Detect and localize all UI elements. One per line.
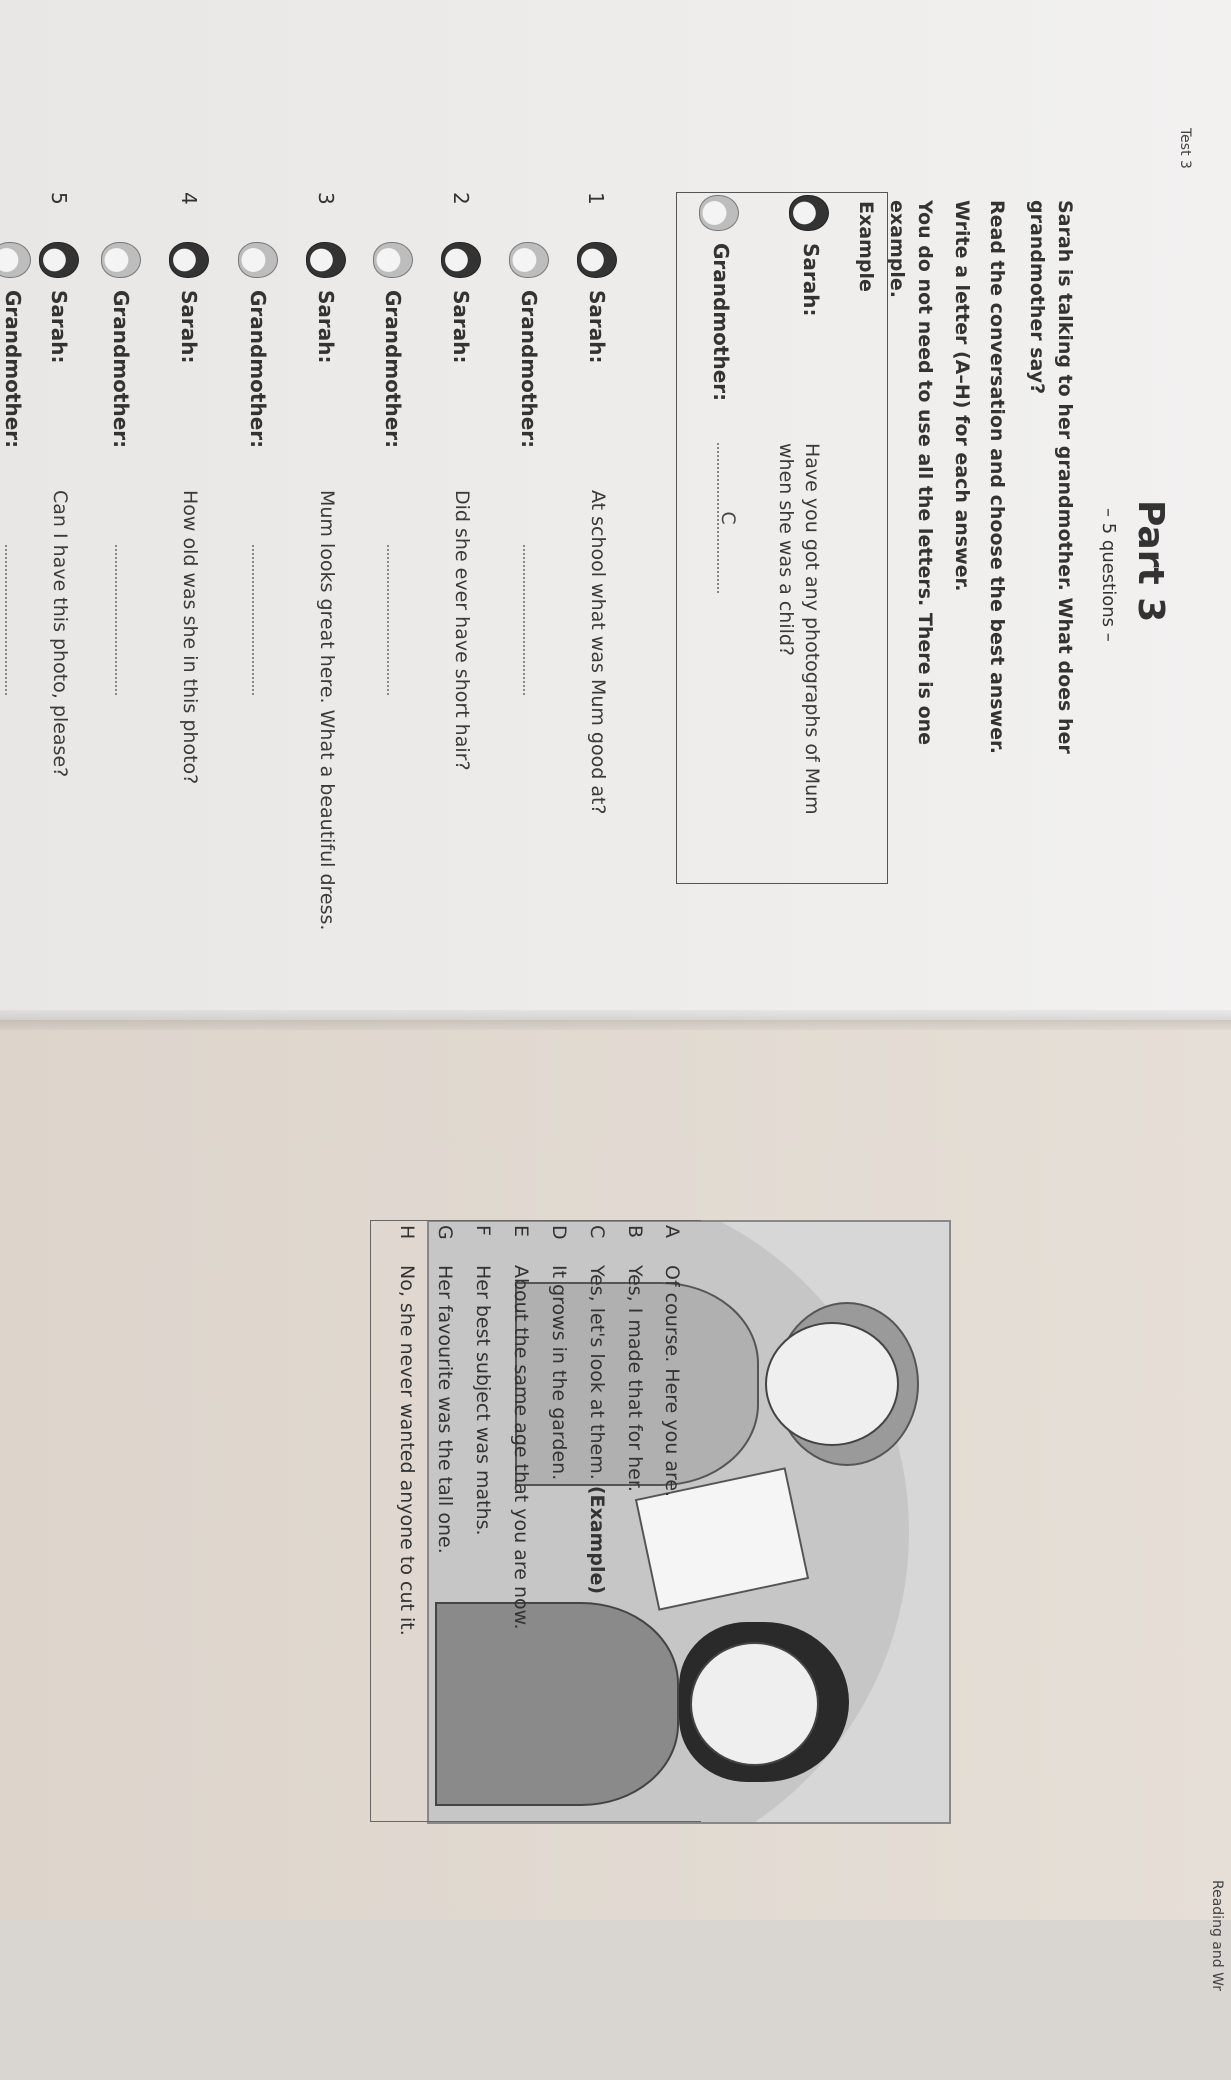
question-number: 3 [314, 192, 338, 205]
page-fold [0, 1010, 1231, 1030]
sarah-line: How old was she in this photo? [179, 490, 201, 785]
instruction-read: Read the conversation and choose the best answer. [986, 200, 1008, 754]
sarah-line: Mum looks great here. What a beautiful dress. [316, 490, 338, 931]
gran-speaker: Grandmother: [517, 290, 541, 449]
question-number: 1 [584, 192, 608, 205]
option-a: AOf course. Here you are. [661, 1225, 683, 1498]
option-b: BYes, I made that for her. [624, 1225, 646, 1492]
option-g: GHer favourite was the tall one. [434, 1225, 456, 1554]
running-header-section: Reading and Wr [1209, 1880, 1225, 1992]
sarah-avatar-icon [577, 242, 617, 278]
sarah-speaker: Sarah: [585, 290, 609, 364]
gran-speaker: Grandmother: [381, 290, 405, 449]
sarah-avatar-icon [39, 242, 79, 278]
option-f: FHer best subject was maths. [472, 1225, 494, 1536]
gran-speaker: Grandmother: [1, 290, 25, 449]
example-sarah-speaker: Sarah: [799, 243, 823, 317]
sarah-speaker: Sarah: [449, 290, 473, 364]
instruction-write: Write a letter (A–H) for each answer. [951, 200, 973, 592]
grandmother-avatar-icon [238, 242, 278, 278]
answer-blank[interactable] [115, 545, 137, 695]
example-box [676, 192, 888, 884]
sarah-avatar-icon [306, 242, 346, 278]
grandmother-avatar-icon [373, 242, 413, 278]
sarah-speaker: Sarah: [177, 290, 201, 364]
sarah-avatar-icon [441, 242, 481, 278]
example-label: Example [855, 201, 877, 292]
question-number: 2 [449, 192, 473, 205]
gran-speaker: Grandmother: [109, 290, 133, 449]
answer-blank[interactable] [523, 545, 545, 695]
question-number: 4 [177, 192, 201, 205]
option-e: EAbout the same age that you are now. [510, 1225, 532, 1630]
grandmother-avatar-icon [509, 242, 549, 278]
answer-blank[interactable] [5, 545, 27, 695]
answer-options-box [370, 1220, 701, 1822]
sarah-line: Can I have this photo, please? [49, 490, 71, 778]
example-tag: (Example) [586, 1485, 608, 1595]
option-h: HNo, she never wanted anyone to cut it. [396, 1225, 418, 1636]
grandmother-avatar-icon [101, 242, 141, 278]
answer-blank[interactable] [387, 545, 409, 695]
part-title: Part 3 [1130, 500, 1171, 623]
example-answer: C [717, 443, 739, 593]
option-c: CYes, let's look at them. (Example) [586, 1225, 608, 1595]
part-subtitle: – 5 questions – [1098, 508, 1119, 642]
option-d: DIt grows in the garden. [548, 1225, 570, 1481]
sarah-line: At school what was Mum good at? [587, 490, 609, 815]
gran-speaker: Grandmother: [246, 290, 270, 449]
sarah-speaker: Sarah: [47, 290, 71, 364]
sarah-avatar-icon [789, 195, 829, 231]
sarah-speaker: Sarah: [314, 290, 338, 364]
example-sarah-line: Have you got any photographs of Mum when she was a child? [775, 443, 823, 815]
sarah-line: Did she ever have short hair? [451, 490, 473, 771]
example-gran-speaker: Grandmother: [709, 243, 733, 402]
running-header-test: Test 3 [1177, 128, 1193, 169]
answer-blank[interactable] [252, 545, 274, 695]
instruction-note: You do not need to use all the letters. There is one example. [886, 200, 936, 746]
sarah-avatar-icon [169, 242, 209, 278]
grandmother-avatar-icon [699, 195, 739, 231]
instruction-context: Sarah is talking to her grandmother. What does her grandmother say? [1026, 200, 1076, 754]
question-number: 5 [47, 192, 71, 205]
